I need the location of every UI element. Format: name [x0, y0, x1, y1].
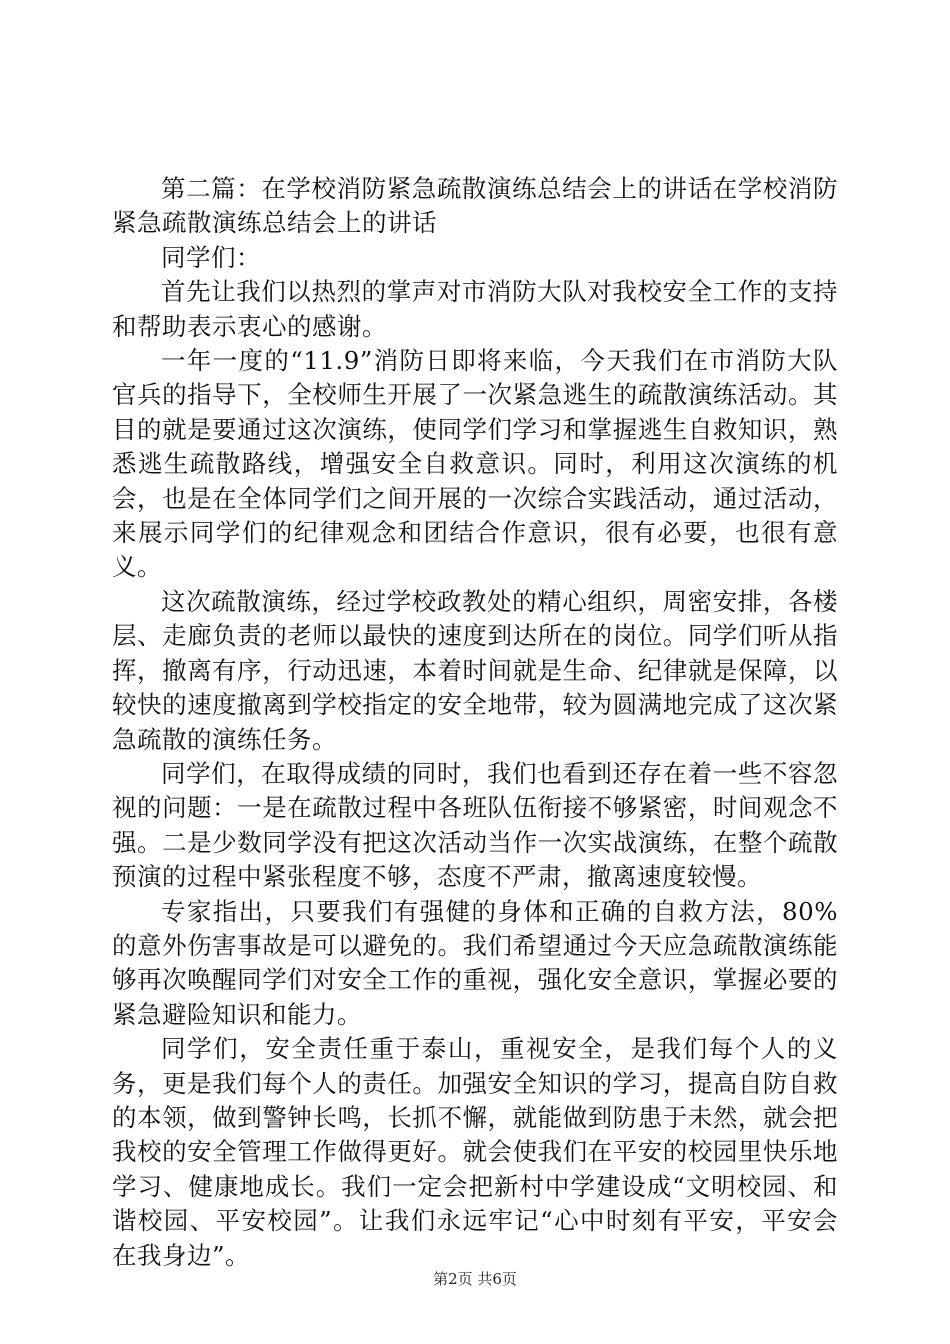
paragraph: 首先让我们以热烈的掌声对市消防大队对我校安全工作的支持和帮助表示衷心的感谢。: [112, 277, 838, 341]
paragraph: 这次疏散演练，经过学校政教处的精心组织，周密安排，各楼层、走廊负责的老师以最快的速度到达所在的岗位。同学们听从指挥，撤离有序，行动迅速，本着时间就是生命、纪律就是保障，以较快的速度撤离到学校指定的安全地带，较为圆满地完成了这次紧急疏散的演练任务。: [112, 586, 838, 754]
paragraph: 专家指出，只要我们有强健的身体和正确的自救方法，80%的意外伤害事故是可以避免的。我们希望通过今天应急疏散演练能够再次唤醒同学们对安全工作的重视，强化安全意识，掌握必要的紧急避险知识和能力。: [112, 896, 838, 1029]
page-footer: 第2页 共6页: [433, 1270, 517, 1288]
paragraph-salutation: 同学们：: [161, 242, 261, 272]
paragraph: 同学们，安全责任重于泰山，重视安全，是我们每个人的义务，更是我们每个人的责任。加强安全知识的学习，提高自防自救的本领，做到警钟长鸣，长抓不懈，就能做到防患于未然，就会把我校的安全管理工作做得更好。就会使我们在平安的校园里快乐地学习、健康地成长。我们一定会把新村中学建设成“文明校园、和谐校园、平安校园”。让我们永远牢记“心中时刻有平安，平安会在我身边”。: [112, 1034, 838, 1270]
paragraph: 一年一度的“11.9”消防日即将来临，今天我们在市消防大队官兵的指导下，全校师生开展了一次紧急逃生的疏散演练活动。其目的就是要通过这次演练，使同学们学习和掌握逃生自救知识，熟悉逃生疏散路线，增强安全自救意识。同时，利用这次演练的机会，也是在全体同学们之间开展的一次综合实践活动，通过活动，来展示同学们的纪律观念和团结合作意识，很有必要，也很有意义。: [112, 346, 838, 582]
document-body: [112, 172, 838, 1273]
paragraph-title: 第二篇：在学校消防紧急疏散演练总结会上的讲话在学校消防紧急疏散演练总结会上的讲话: [112, 174, 838, 238]
paragraph: 同学们，在取得成绩的同时，我们也看到还存在着一些不容忽视的问题：一是在疏散过程中各班队伍衔接不够紧密，时间观念不强。二是少数同学没有把这次活动当作一次实战演练，在整个疏散预演的过程中紧张程度不够，态度不严肃，撤离速度较慢。: [112, 758, 838, 892]
